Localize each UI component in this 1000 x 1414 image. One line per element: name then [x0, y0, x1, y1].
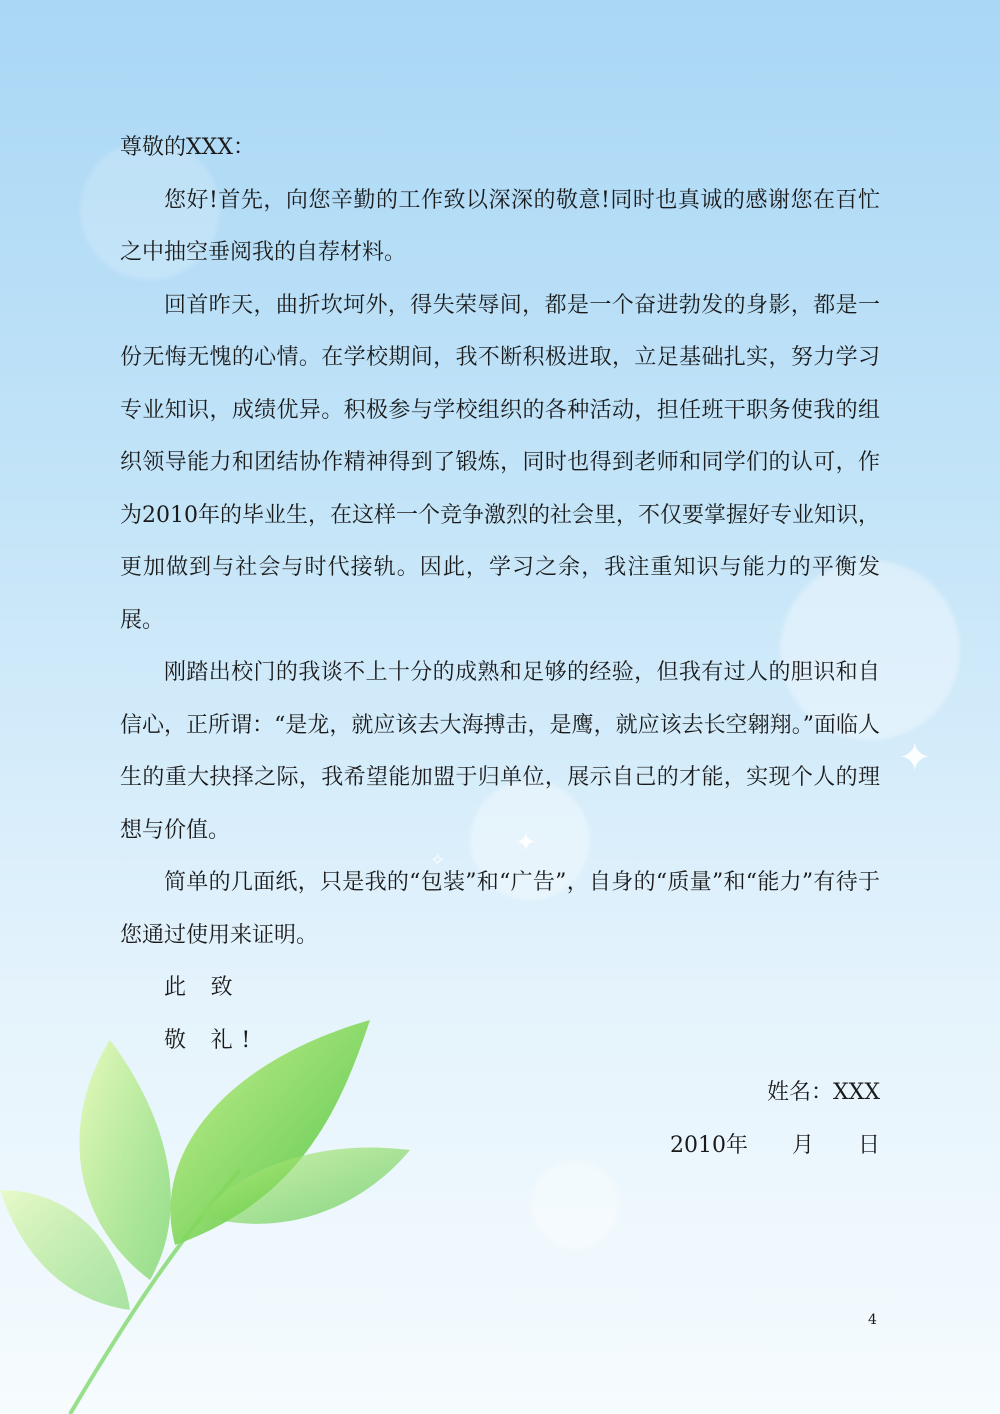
sparkle-icon: ✦ [515, 828, 537, 858]
paragraph: 刚踏出校门的我谈不上十分的成熟和足够的经验，但我有过人的胆识和自信心，正所谓：“是龙，就应该去大海搏击，是鹰，就应该去长空翱翔。”面临人生的重大抉择之际，我希望能加盟于归单位，展示自己的才能，实现个人的理想与价值。 [120, 660, 880, 843]
paragraph: 回首昨天，曲折坎坷外，得失荣辱间，都是一个奋进勃发的身影，都是一份无悔无愧的心情。在学校期间，我不断积极进取，立足基础扎实，努力学习专业知识，成绩优异。积极参与学校组织的各种活动，担任班干职务使我的组织领导能力和团结协作精神得到了锻炼，同时也得到老师和同学们的认可，作为2010年的毕业生，在这样一个竞争激烈的社会里，不仅要掌握好专业知识，更加做到与社会与时代接轨。因此，学习之余，我注重知识与能力的平衡发展。 [120, 292, 880, 633]
greeting: 尊敬的XXX： [120, 135, 255, 160]
paragraph: 您好!首先，向您辛勤的工作致以深深的敬意!同时也真诚的感谢您在百忙之中抽空垂阅我的自荐材料。 [120, 187, 880, 265]
signature-name: 姓名：XXX [767, 1080, 880, 1105]
sparkle-icon: ✧ [430, 850, 446, 871]
letter-body [120, 122, 880, 1172]
closing-line: 敬 礼! [164, 1027, 260, 1053]
bokeh-light [530, 1160, 620, 1250]
closing-line: 此 致 [164, 975, 242, 1000]
page-number: 4 [868, 1312, 877, 1328]
paragraph: 简单的几面纸，只是我的“包装”和“广告”，自身的“质量”和“能力”有待于您通过使用来证明。 [120, 870, 880, 948]
sparkle-icon: ✦ [898, 735, 932, 781]
signature-date: 2010年 月 日 [670, 1132, 880, 1158]
